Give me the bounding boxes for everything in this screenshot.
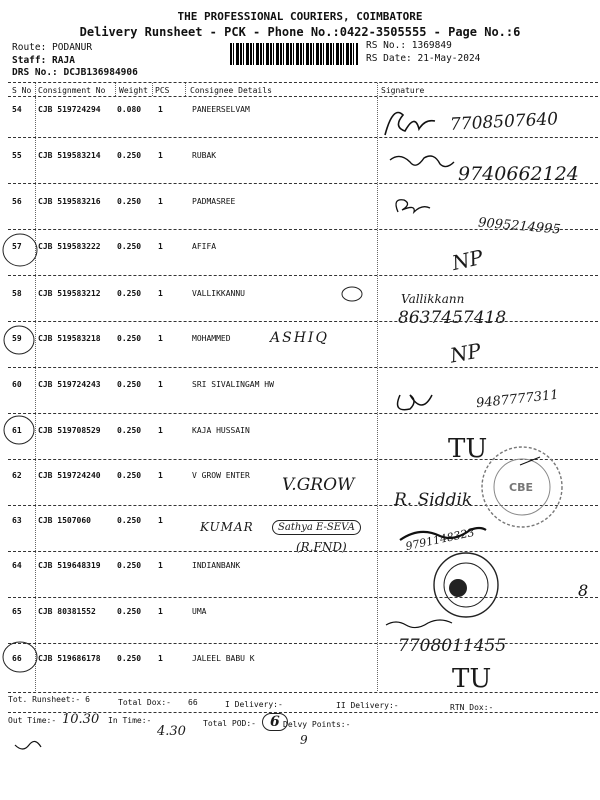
ashiq-note: ASHIQ xyxy=(270,330,329,346)
row-handwritten: 7708507640 xyxy=(449,109,559,135)
row-divider xyxy=(8,643,598,644)
row-weight: 0.250 xyxy=(117,654,142,663)
row-consignee: UMA xyxy=(192,607,207,616)
bank-seal xyxy=(434,553,498,617)
out-time-value: 10.30 xyxy=(62,712,100,727)
row-consignee: INDIANBANK xyxy=(192,561,241,570)
sathya-note: Sathya E-SEVA xyxy=(272,520,361,535)
row-sno: 55 xyxy=(12,151,22,160)
col-sep xyxy=(185,83,186,96)
row-pcs: 1 xyxy=(158,471,163,480)
tot-runsheet: Tot. Runsheet:- 6 xyxy=(8,695,90,704)
row-divider xyxy=(8,229,598,230)
footer-top-rule xyxy=(8,692,598,693)
row-consignment: CJB 519708529 xyxy=(38,426,101,435)
row-sno: 65 xyxy=(12,607,22,616)
row-pcs: 1 xyxy=(158,516,163,525)
delvy-points-value: 9 xyxy=(300,733,308,747)
row-weight: 0.250 xyxy=(117,426,142,435)
rtn-dox-label: RTN Dox:- xyxy=(450,703,494,712)
route-label: Route: PODANUR xyxy=(12,42,93,53)
out-time-label: Out Time:- xyxy=(8,716,57,725)
row-weight: 0.250 xyxy=(117,289,142,298)
signature-scribble xyxy=(15,741,41,749)
row-pcs: 1 xyxy=(158,197,163,206)
bank-seal xyxy=(444,563,488,607)
col-sep xyxy=(35,83,36,96)
col-sep xyxy=(152,83,153,96)
signature-scribble xyxy=(390,156,454,167)
row-sno: 64 xyxy=(12,561,22,570)
row-weight: 0.250 xyxy=(117,151,142,160)
row-pcs: 1 xyxy=(158,561,163,570)
row-consignment: CJB 519583218 xyxy=(38,334,101,343)
row-pcs: 1 xyxy=(158,426,163,435)
row-consignee: VALLIKKANNU xyxy=(192,289,245,298)
row-consignee: V GROW ENTER xyxy=(192,471,250,480)
staff-label: Staff: RAJA xyxy=(12,55,75,66)
total-dox-label: Total Dox:- xyxy=(118,698,171,707)
row-sno: 66 xyxy=(12,654,22,663)
row-pcs: 1 xyxy=(158,151,163,160)
row-divider xyxy=(8,137,598,138)
valli-signature: Vallikkann xyxy=(401,292,465,306)
document-subtitle: Delivery Runsheet - PCK - Phone No.:0422-3505555 - Page No.:6 xyxy=(79,25,521,39)
row-pcs: 1 xyxy=(158,380,163,389)
row-handwritten: NP xyxy=(448,338,483,368)
row-sno: 59 xyxy=(12,334,22,343)
row-consignment: CJB 80381552 xyxy=(38,607,96,616)
signature-scribble xyxy=(396,200,430,212)
row-divider xyxy=(8,413,598,414)
col-consignee: Consignee Details xyxy=(190,86,272,95)
in-time-label: In Time:- xyxy=(108,716,152,725)
row-handwritten: NP xyxy=(449,245,486,275)
stamp-text: CBE xyxy=(509,481,533,494)
row-divider xyxy=(8,183,598,184)
rs-date: RS Date: 21-May-2024 xyxy=(366,53,481,64)
row-weight: 0.250 xyxy=(117,334,142,343)
col-pcs: PCS xyxy=(155,86,170,95)
row-consignee: KAJA HUSSAIN xyxy=(192,426,250,435)
company-stamp xyxy=(494,459,550,515)
row-consignee: SRI SIVALINGAM HW xyxy=(192,380,274,389)
row-consignee: PANEERSELVAM xyxy=(192,105,250,114)
signature-scribble xyxy=(386,620,452,628)
row-consignment: CJB 1507060 xyxy=(38,516,91,525)
row-consignment: CJB 519583222 xyxy=(38,242,101,251)
row-weight: 0.250 xyxy=(117,380,142,389)
barcode xyxy=(230,43,358,65)
circle-mark xyxy=(342,287,362,301)
row-sno: 62 xyxy=(12,471,22,480)
row-sno: 63 xyxy=(12,516,22,525)
col-sep xyxy=(377,97,378,691)
total-pod-label: Total POD:- xyxy=(203,719,256,728)
row-consignment: CJB 519583212 xyxy=(38,289,101,298)
row-weight: 0.250 xyxy=(117,197,142,206)
row-pcs: 1 xyxy=(158,607,163,616)
col-sep xyxy=(377,83,378,96)
header-bottom-rule xyxy=(8,96,598,97)
row-sno: 60 xyxy=(12,380,22,389)
row-weight: 0.250 xyxy=(117,242,142,251)
col-signature: Signature xyxy=(381,86,425,95)
drs-number: DRS No.: DCJB136984906 xyxy=(12,67,138,78)
row-handwritten: R. Siddik xyxy=(394,490,473,510)
row-divider xyxy=(8,367,598,368)
row-handwritten: TU xyxy=(448,434,488,464)
row-pcs: 1 xyxy=(158,105,163,114)
signature-scribble xyxy=(385,113,435,136)
rfnd-note: (R.FND) xyxy=(296,540,347,554)
col-consignment: Consignment No xyxy=(38,86,106,95)
i-delivery-label: I Delivery:- xyxy=(225,700,283,709)
row-consignee: MOHAMMED xyxy=(192,334,231,343)
row-consignee: JALEEL BABU K xyxy=(192,654,255,663)
row-consignment: CJB 519583216 xyxy=(38,197,101,206)
row-consignment: CJB 519724243 xyxy=(38,380,101,389)
row-handwritten: 9791148323 xyxy=(404,525,476,554)
signature-scribble xyxy=(398,395,432,410)
side-mark: 8 xyxy=(578,581,589,600)
row-divider xyxy=(8,275,598,276)
row-handwritten: 9487777311 xyxy=(475,387,560,412)
header-top-rule xyxy=(8,82,598,83)
row-pcs: 1 xyxy=(158,289,163,298)
row-weight: 0.080 xyxy=(117,105,142,114)
col-weight: Weight xyxy=(119,86,148,95)
row-consignment: CJB 519686178 xyxy=(38,654,101,663)
col-sno: S No xyxy=(12,86,32,95)
ii-delivery-label: II Delivery:- xyxy=(336,701,399,710)
row-consignment: CJB 519724240 xyxy=(38,471,101,480)
row-weight: 0.250 xyxy=(117,471,142,480)
col-sep xyxy=(115,83,116,96)
row-sno: 56 xyxy=(12,197,22,206)
total-pod-value: 6 xyxy=(262,713,288,731)
row-consignment: CJB 519583214 xyxy=(38,151,101,160)
row-divider xyxy=(8,321,598,322)
row-handwritten: 7708011455 xyxy=(398,636,507,656)
row-sno: 58 xyxy=(12,289,22,298)
row-handwritten: 9095214995 xyxy=(477,215,562,238)
row-handwritten: 9740662124 xyxy=(458,163,579,185)
row-weight: 0.250 xyxy=(117,561,142,570)
row-sno: 61 xyxy=(12,426,22,435)
in-time-value: 4.30 xyxy=(157,724,186,739)
row-divider xyxy=(8,459,598,460)
row-consignment: CJB 519648319 xyxy=(38,561,101,570)
row-consignee: RUBAK xyxy=(192,151,217,160)
row-weight: 0.250 xyxy=(117,607,142,616)
row-consignment: CJB 519724294 xyxy=(38,105,101,114)
vgrow-note: V.GROW xyxy=(282,475,355,495)
row-consignee: AFIFA xyxy=(192,242,217,251)
row-consignee: PADMASREE xyxy=(192,197,236,206)
kumar-note: KUMAR xyxy=(200,520,254,534)
col-sep xyxy=(35,97,36,691)
row-weight: 0.250 xyxy=(117,516,142,525)
row-divider xyxy=(8,551,598,552)
row-divider xyxy=(8,505,598,506)
row-pcs: 1 xyxy=(158,654,163,663)
row-handwritten: 8637457418 xyxy=(398,308,507,328)
bank-seal xyxy=(449,579,467,597)
delvy-points-label: Delvy Points:- xyxy=(283,720,351,729)
row-pcs: 1 xyxy=(158,242,163,251)
row-sno: 54 xyxy=(12,105,22,114)
rs-number: RS No.: 1369849 xyxy=(366,40,452,51)
row-divider xyxy=(8,597,598,598)
total-dox-value: 66 xyxy=(188,698,198,707)
row-sno: 57 xyxy=(12,242,22,251)
document-title: THE PROFESSIONAL COURIERS, COIMBATORE xyxy=(177,10,423,23)
row-handwritten: TU xyxy=(452,664,492,694)
row-pcs: 1 xyxy=(158,334,163,343)
